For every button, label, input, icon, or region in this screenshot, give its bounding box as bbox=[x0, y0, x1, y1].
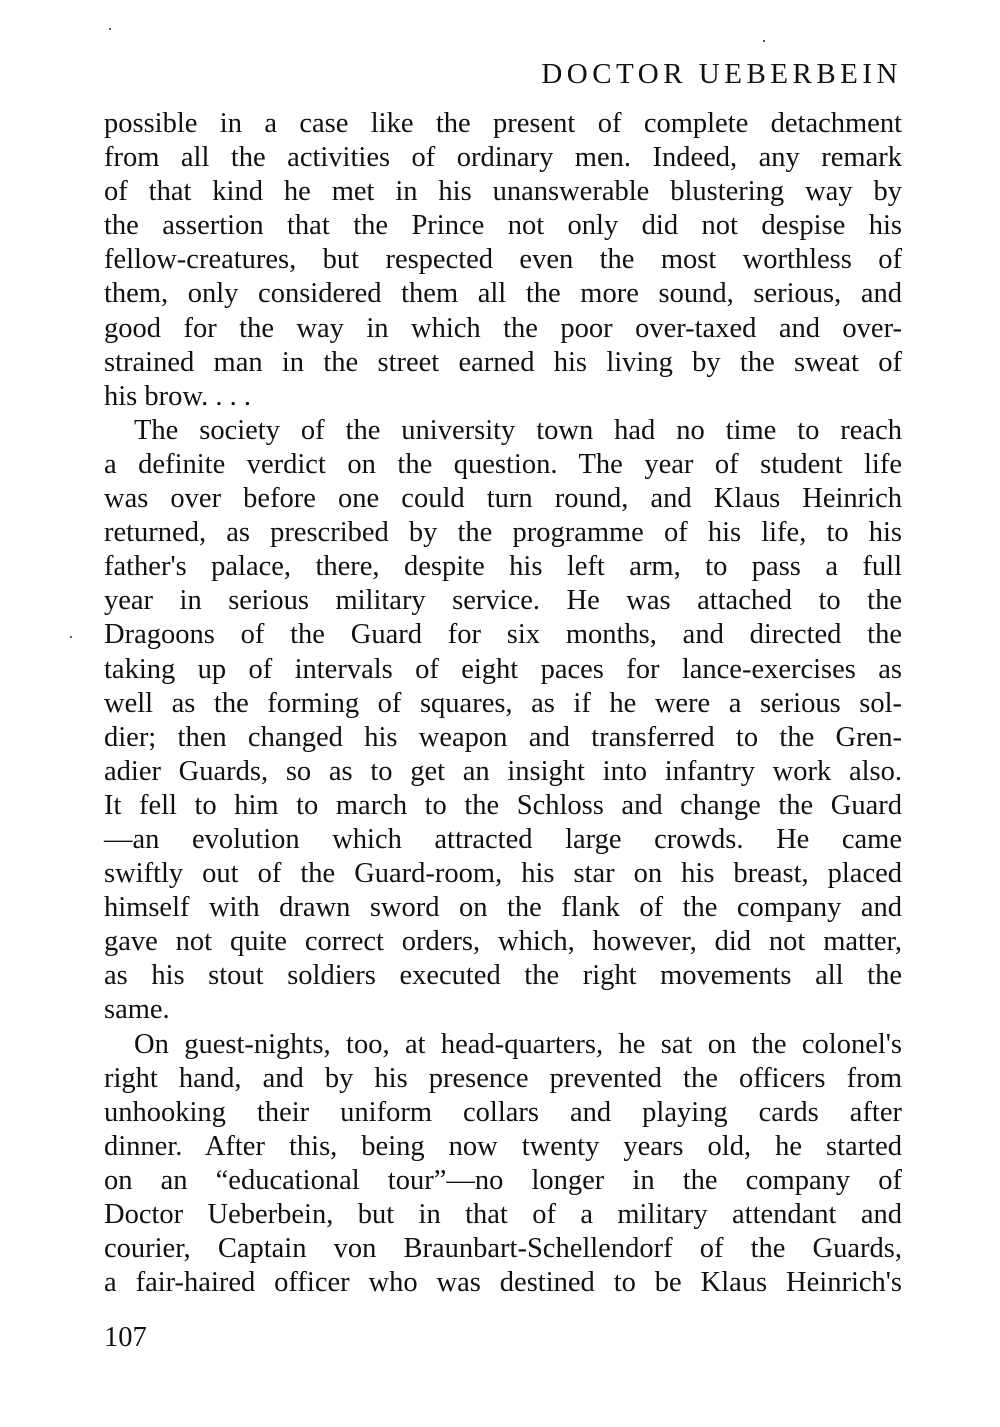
text-line: a fair-haired officer who was destined to be Klaus Heinrich's bbox=[104, 1267, 902, 1299]
scan-speck bbox=[70, 636, 72, 638]
text-line: as his stout soldiers executed the right movements all the bbox=[104, 960, 902, 992]
page-number: 107 bbox=[104, 1322, 147, 1353]
text-line: unhooking their uniform collars and playing cards after bbox=[104, 1096, 902, 1128]
paragraph bbox=[104, 414, 902, 1028]
running-head: DOCTOR UEBERBEIN bbox=[541, 58, 902, 90]
scan-speck bbox=[109, 28, 111, 30]
body-text bbox=[104, 107, 902, 1300]
text-line: of that kind he met in his unanswerable blustering way by bbox=[104, 176, 902, 208]
text-line: taking up of intervals of eight paces for lance-exercises as bbox=[104, 653, 902, 685]
text-line: right hand, and by his presence prevented the officers from bbox=[104, 1062, 902, 1094]
paragraph bbox=[104, 1028, 902, 1301]
text-line: Doctor Ueberbein, but in that of a military attendant and bbox=[104, 1199, 902, 1230]
text-line: Dragoons of the Guard for six months, and directed the bbox=[104, 619, 902, 651]
text-line: from all the activities of ordinary men. Indeed, any remark bbox=[104, 142, 902, 174]
text-line: a definite verdict on the question. The year of student life bbox=[104, 448, 902, 480]
text-line: The society of the university town had no time to reach bbox=[134, 414, 902, 446]
text-line: dier; then changed his weapon and transferred to the Gren- bbox=[104, 721, 902, 753]
text-line: courier, Captain von Braunbart-Schellendorf of the Guards, bbox=[104, 1233, 902, 1265]
text-line: them, only considered them all the more sound, serious, and bbox=[104, 278, 902, 310]
text-line: year in serious military service. He was attached to the bbox=[104, 585, 902, 617]
text-line: father's palace, there, despite his left arm, to pass a full bbox=[104, 551, 902, 583]
scan-speck bbox=[763, 40, 765, 42]
text-line: his brow. . . . bbox=[104, 380, 251, 412]
text-line: adier Guards, so as to get an insight into infantry work also. bbox=[104, 755, 902, 787]
text-line: same. bbox=[104, 994, 170, 1026]
text-line: good for the way in which the poor over-taxed and over- bbox=[104, 312, 902, 344]
text-line: on an “educational tour”—no longer in the company of bbox=[104, 1164, 902, 1196]
text-line: fellow-creatures, but respected even the most worthless of bbox=[104, 244, 902, 276]
text-line: strained man in the street earned his living by the sweat of bbox=[104, 346, 902, 378]
text-line: It fell to him to march to the Schloss and change the Guard bbox=[104, 789, 902, 821]
text-line: —an evolution which attracted large crowds. He came bbox=[104, 823, 902, 855]
text-line: the assertion that the Prince not only did not despise his bbox=[104, 210, 902, 242]
text-line: himself with drawn sword on the flank of the company and bbox=[104, 892, 902, 924]
text-line: returned, as prescribed by the programme of his life, to his bbox=[104, 517, 902, 549]
paragraph bbox=[104, 107, 902, 414]
text-line: well as the forming of squares, as if he were a serious sol- bbox=[104, 687, 902, 719]
text-line: dinner. After this, being now twenty years old, he started bbox=[104, 1130, 902, 1162]
text-line: swiftly out of the Guard-room, his star on his breast, placed bbox=[104, 858, 902, 890]
text-line: possible in a case like the present of complete detachment bbox=[104, 108, 902, 139]
text-line: On guest-nights, too, at head-quarters, he sat on the colonel's bbox=[134, 1028, 902, 1060]
text-line: was over before one could turn round, and Klaus Heinrich bbox=[104, 483, 902, 515]
text-line: gave not quite correct orders, which, however, did not matter, bbox=[104, 926, 902, 958]
